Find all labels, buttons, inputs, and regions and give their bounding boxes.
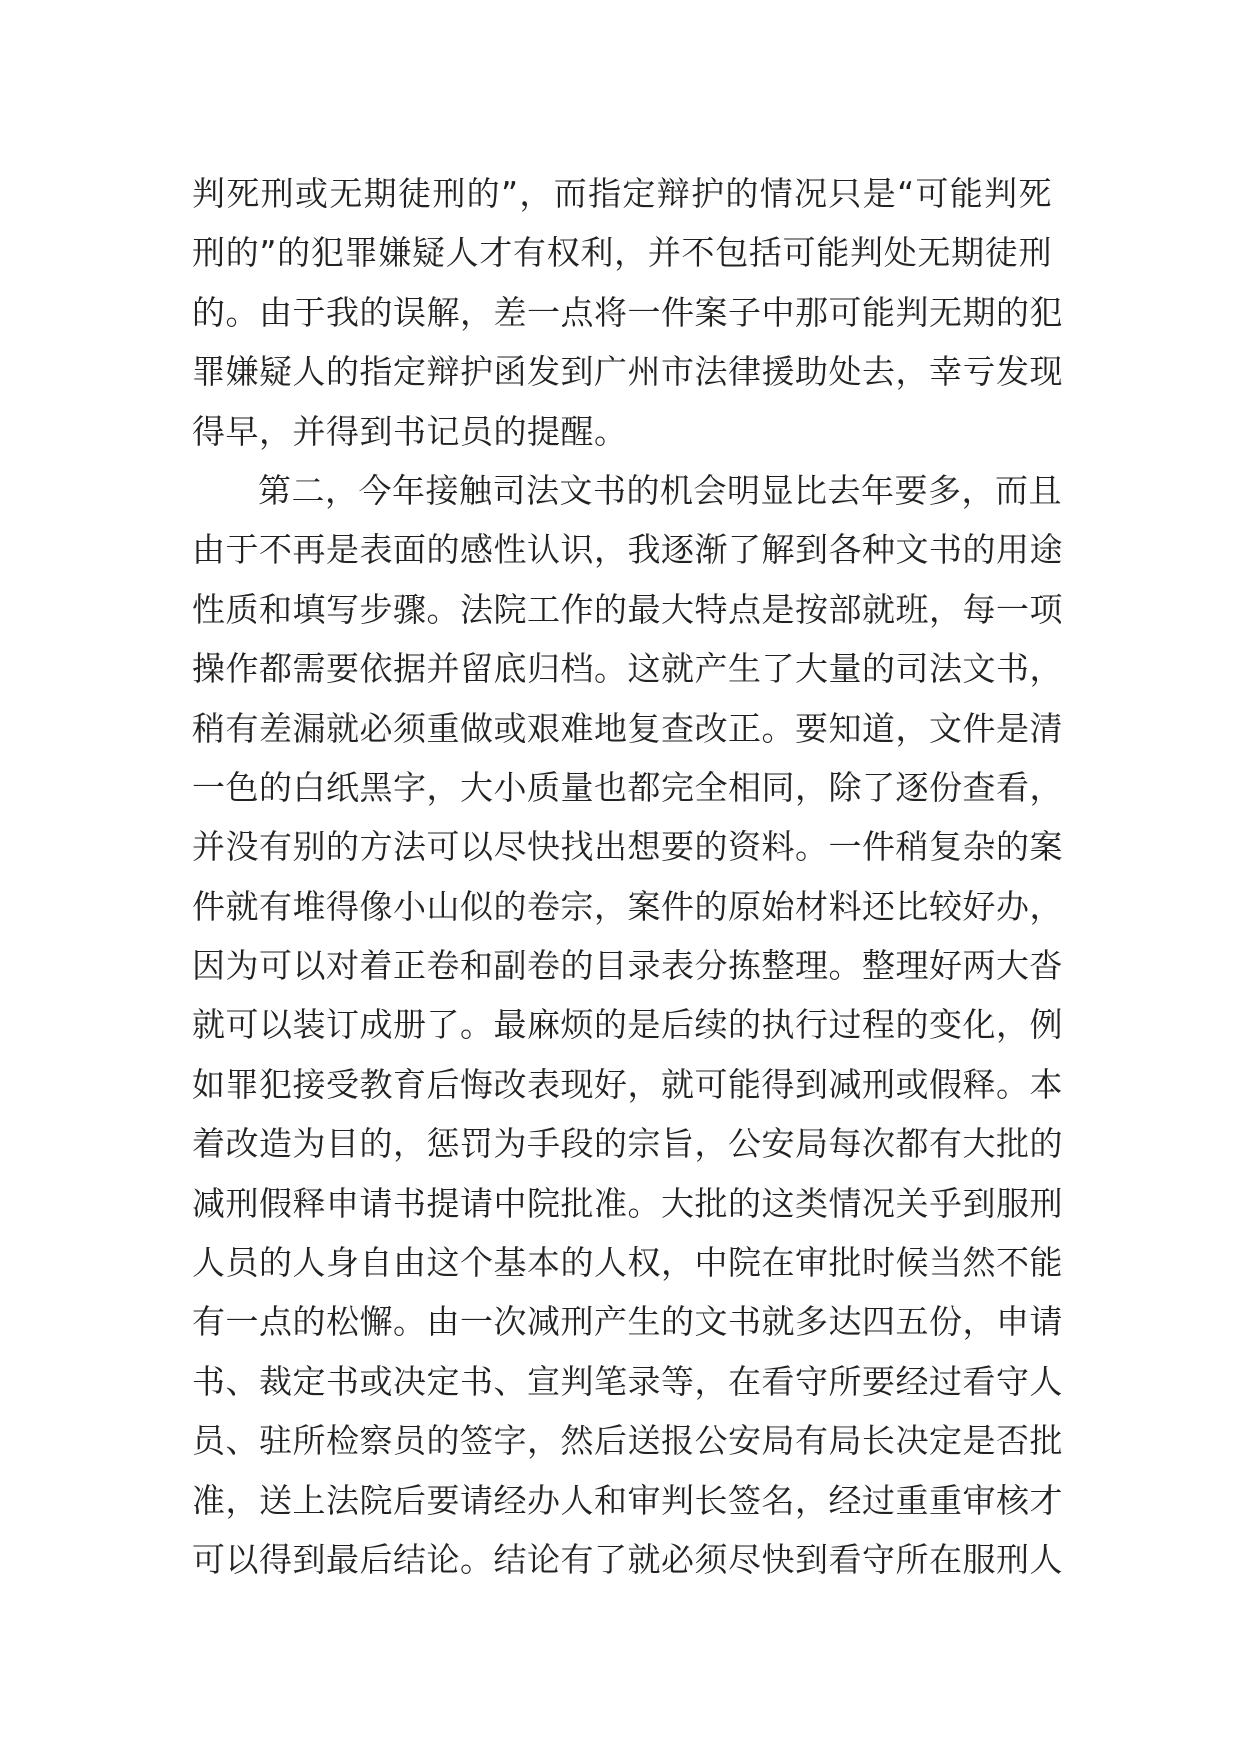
text-line: 件就有堆得像小山似的卷宗，案件的原始材料还比较好办， [192, 886, 1063, 926]
text-line: 稍有差漏就必须重做或艰难地复查改正。要知道，文件是清 [192, 708, 1063, 748]
text-line: 员、驻所检察员的签字，然后送报公安局有局长决定是否批 [192, 1421, 1063, 1461]
text-line: 准，送上法院后要请经办人和审判长签名，经过重重审核才 [192, 1480, 1063, 1520]
text-line: 可以得到最后结论。结论有了就必须尽快到看守所在服刑人 [192, 1539, 1063, 1579]
text-line: 书、裁定书或决定书、宣判笔录等，在看守所要经过看守人 [192, 1361, 1063, 1401]
text-line: 有一点的松懈。由一次减刑产生的文书就多达四五份，申请 [192, 1302, 1063, 1342]
text-line: 着改造为目的，惩罚为手段的宗旨，公安局每次都有大批的 [192, 1124, 1063, 1164]
text-line: 减刑假释申请书提请中院批准。大批的这类情况关乎到服刑 [192, 1183, 1063, 1223]
text-line: 因为可以对着正卷和副卷的目录表分拣整理。整理好两大沓 [192, 946, 1063, 986]
text-line: 由于不再是表面的感性认识，我逐渐了解到各种文书的用途 [192, 530, 1063, 570]
text-line: 就可以装订成册了。最麻烦的是后续的执行过程的变化，例 [192, 1005, 1063, 1045]
text-line: 的。由于我的误解，差一点将一件案子中那可能判无期的犯 [192, 292, 1063, 332]
text-line: 如罪犯接受教育后悔改表现好，就可能得到减刑或假释。本 [192, 1064, 1063, 1104]
paragraph-first-line: 第二，今年接触司法文书的机会明显比去年要多，而且 [258, 470, 1062, 510]
text-line: 一色的白纸黑字，大小质量也都完全相同，除了逐份查看， [192, 767, 1063, 807]
text-line: 操作都需要依据并留底归档。这就产生了大量的司法文书， [192, 649, 1063, 689]
text-line: 罪嫌疑人的指定辩护函发到广州市法律援助处去，幸亏发现 [192, 352, 1063, 392]
text-line: 刑的”的犯罪嫌疑人才有权利，并不包括可能判处无期徒刑 [192, 233, 1052, 273]
text-line: 得早，并得到书记员的提醒。 [192, 411, 628, 451]
document-body [192, 164, 1063, 1589]
text-line: 判死刑或无期徒刑的”，而指定辩护的情况只是“可能判死 [192, 174, 1052, 213]
text-line: 人员的人身自由这个基本的人权，中院在审批时候当然不能 [192, 1243, 1063, 1283]
text-line: 并没有别的方法可以尽快找出想要的资料。一件稍复杂的案 [192, 827, 1063, 867]
text-line: 性质和填写步骤。法院工作的最大特点是按部就班，每一项 [192, 589, 1063, 629]
